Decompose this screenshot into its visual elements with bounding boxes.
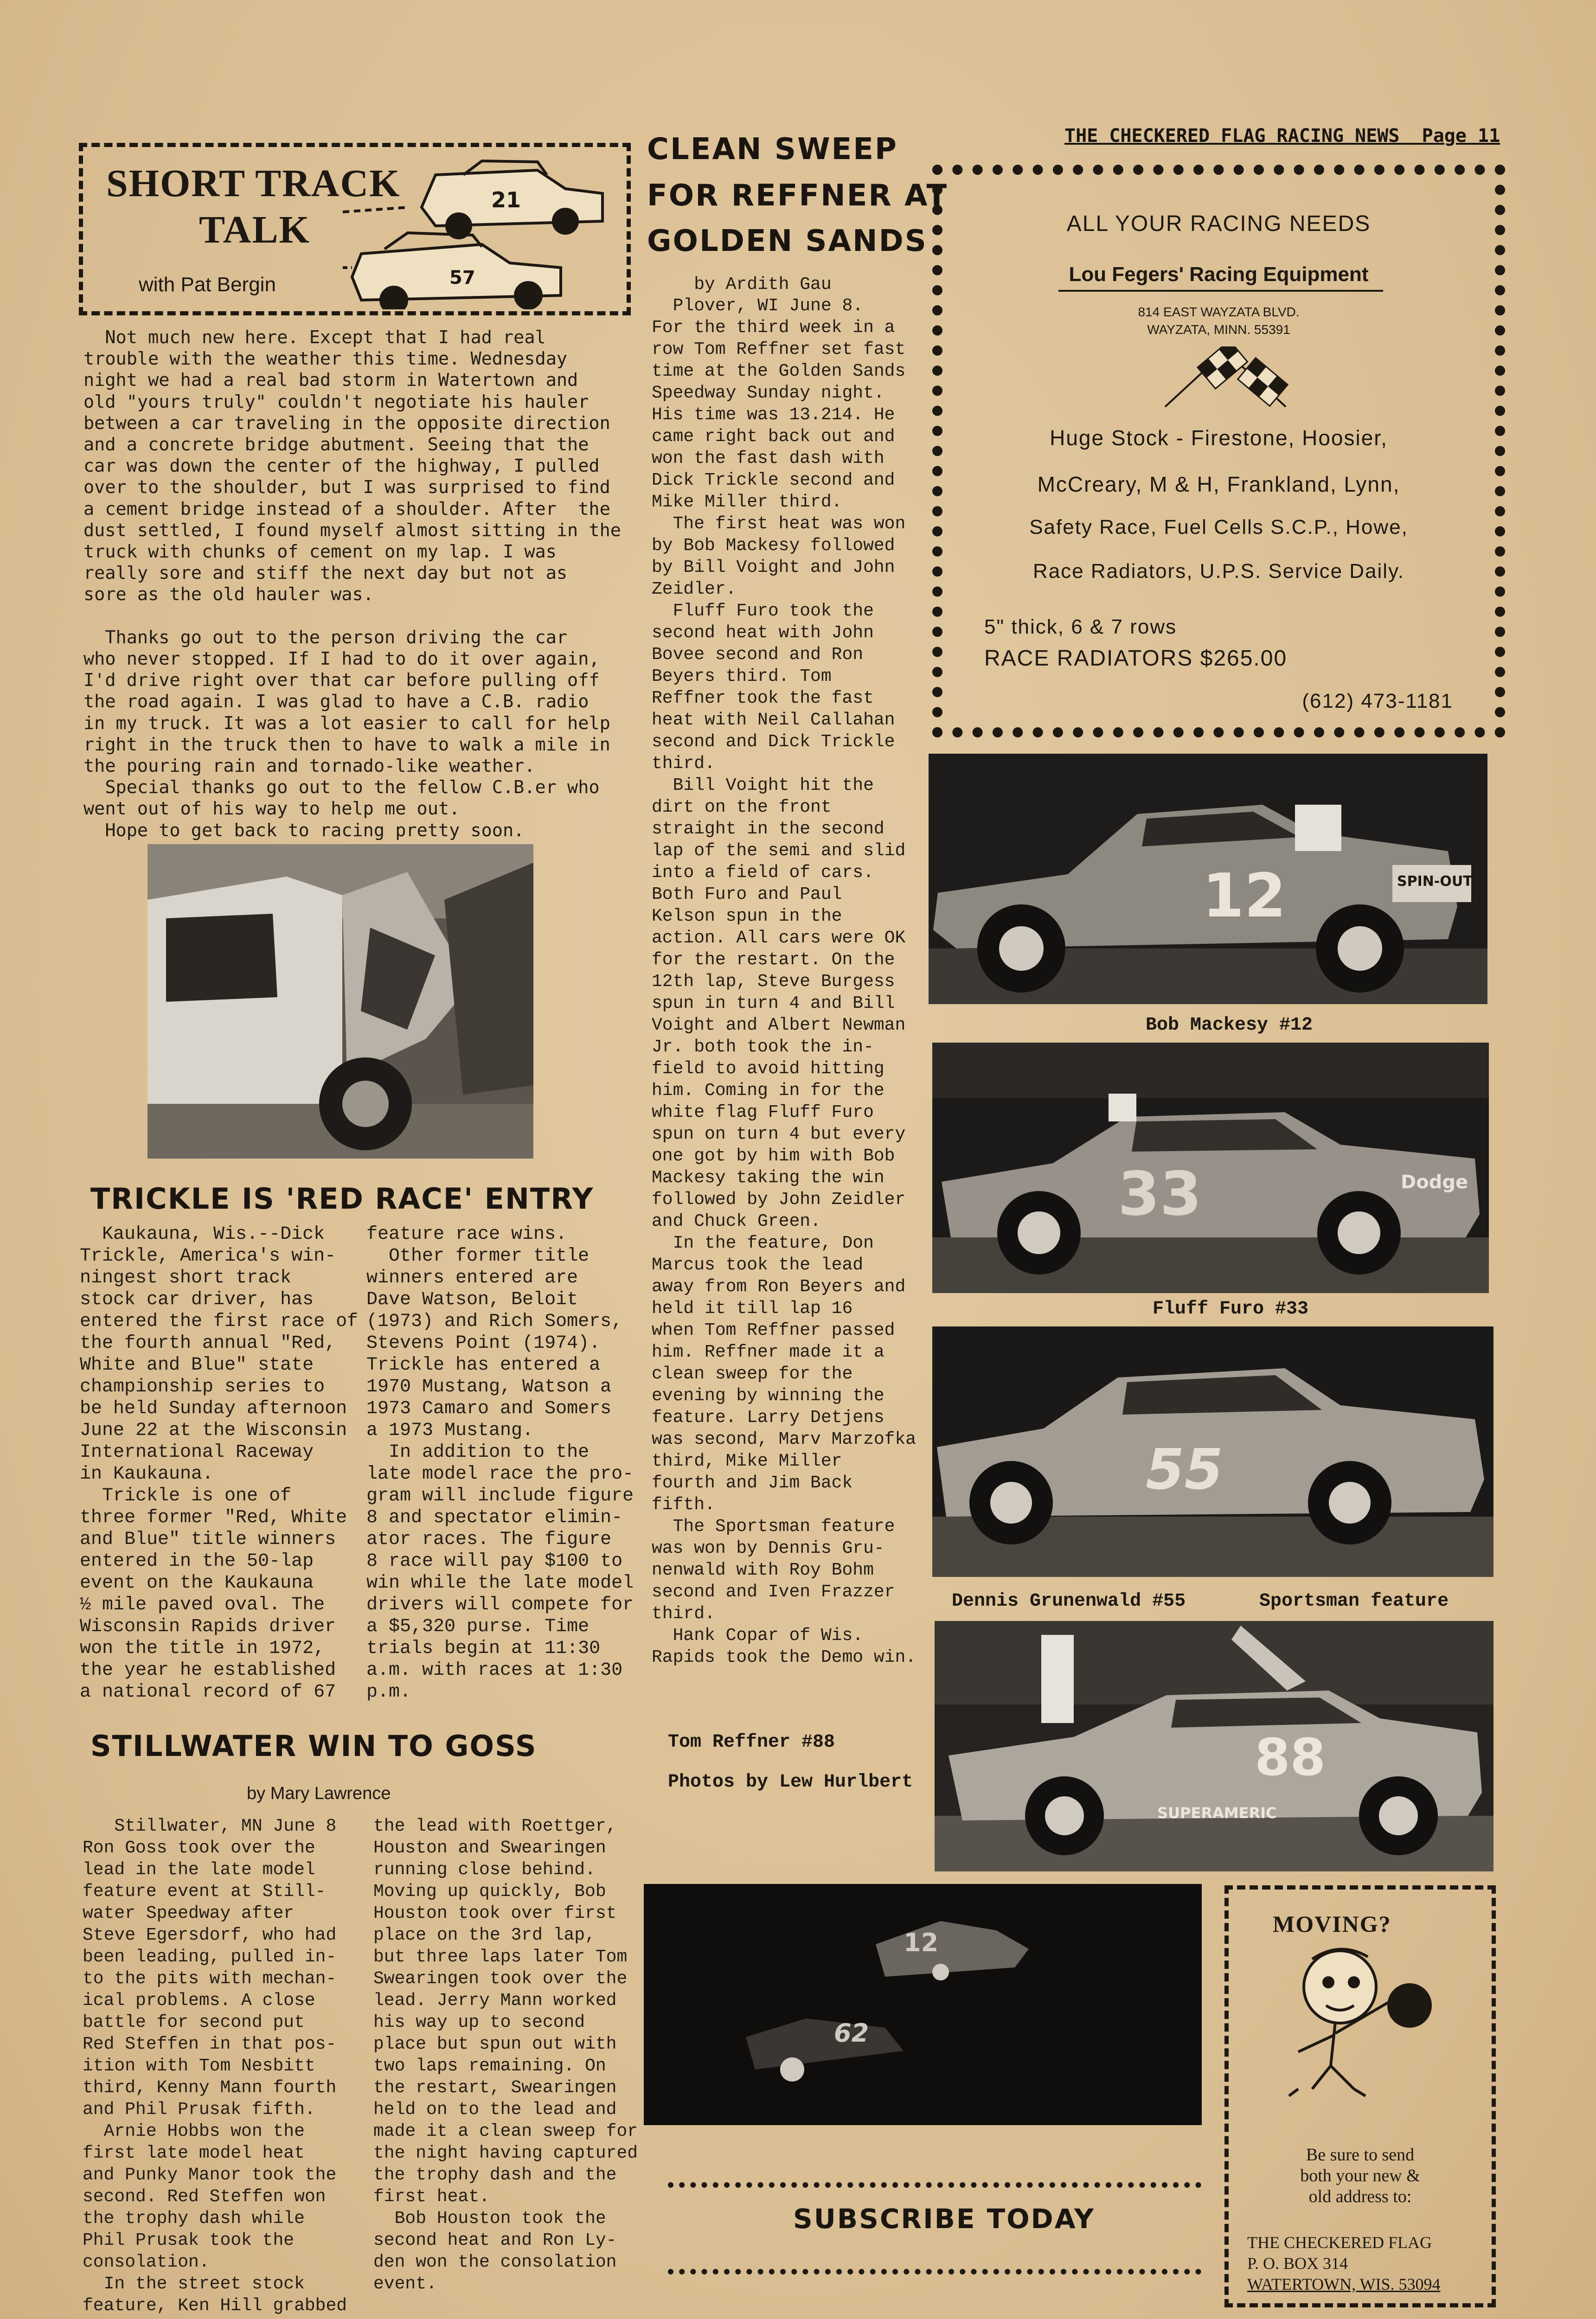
ad-stock-line2: McCreary, M & H, Frankland, Lynn, [1037, 472, 1400, 496]
clean-sweep-headline-line3: GOLDEN SANDS [647, 224, 928, 258]
night-car-number-12: 12 [904, 1928, 939, 1957]
clean-sweep-headline-line1: CLEAN SWEEP [647, 132, 898, 167]
car-33-photo [932, 1043, 1489, 1293]
short-track-header-box [79, 143, 631, 315]
ad-company-name: Lou Fegers' Racing Equipment [1069, 263, 1369, 286]
illustration-car-number-21: 21 [491, 187, 521, 212]
subscribe-rule-bottom [668, 2269, 1201, 2274]
trickle-headline: TRICKLE IS 'RED RACE' ENTRY [90, 1182, 594, 1216]
checkered-flags-icon [1156, 346, 1295, 411]
ad-stock-line1: Huge Stock - Firestone, Hoosier, [1050, 426, 1388, 450]
clean-sweep-body: Plover, WI June 8. For the third week in a row Tom Reffner set fast time at the Golden Sands Speedway Sunday night. His time was 13.214. He came right back out and won the fast dash with Dick Trickle second and Mike Miller third. The first heat was won by Bob Mackesy followed by Bill Voight and John Zeidler. Fluff Furo took the second heat with John Bovee second and Ron Beyers third. Tom Reffner took the fast heat with Neil Callahan second and Dick Trickle third. Bill Voight hit the dirt on the front straight in the second lap of the semi and slid into a field of cars. Both Furo and Paul Kelson spun in the action. All cars were OK for the restart. On the 12th lap, Steve Burgess spun in turn 4 and Bill Voight and Albert Newman Jr. both took the in- field to avoid hitting him. Coming in for the white flag Fluff Furo spun on turn 4 but every one got by him with Bob Mackesy taking the win followed by John Zeidler and Chuck Green. In the feature, Don Marcus took the lead away from Ron Beyers and held it till lap 16 when Tom Reffner passed him. Reffner made it a clean sweep for the evening by winning the feature. Larry Detjens was second, Marv Marzofka third, Mike Miller fourth and Jim Back fifth. The Sportsman feature was won by Dennis Gru- nenwald with Roy Bohm second and Iven Frazzer third. Hank Copar of Wis. Rapids took the Demo win. [652, 296, 917, 1667]
car-55-caption: Dennis Grunenwald #55 [952, 1591, 1186, 1612]
photo-credit: Photos by Lew Hurlbert [668, 1772, 913, 1793]
column-title-line1: SHORT TRACK [106, 162, 401, 205]
stillwater-byline: by Mary Lawrence [247, 1784, 391, 1803]
stillwater-headline: STILLWATER WIN TO GOSS [90, 1729, 537, 1763]
stillwater-column-2: the lead with Roettger, Houston and Swearingen running close behind. Moving up quickly, Bob Houston took over first place on the 3rd lap, but three laps later Tom Swearingen took over the lead. Jerry Mann worked his way up to second place but spun out with two laps remaining. On the restart, Swearingen held on to the lead and made it a clean sweep for the night having captured the trophy dash and the first heat. Bob Houston took the second heat and Ron Ly- den won the consolation event. [373, 1816, 638, 2294]
racing-equipment-ad [932, 165, 1505, 737]
car-55-photo [932, 1326, 1493, 1577]
car-12-sponsor: SPIN-OUT [1397, 873, 1473, 890]
clean-sweep-headline-line2: FOR REFFNER AT [647, 179, 949, 213]
column-title-line2: TALK [199, 208, 310, 251]
ad-stock-line4: Race Radiators, U.P.S. Service Daily. [1032, 560, 1405, 583]
subscribe-rule-top [668, 2182, 1201, 2188]
car-88-number: 88 [1255, 1728, 1326, 1787]
illustration-car-number-57: 57 [449, 267, 475, 288]
column-byline: with Pat Bergin [139, 273, 276, 296]
moving-address-line1: THE CHECKERED FLAG [1247, 2233, 1432, 2252]
wrecked-truck-photo [147, 844, 533, 1159]
car-33-caption: Fluff Furo #33 [1153, 1299, 1309, 1320]
car-88-caption: Tom Reffner #88 [668, 1732, 835, 1753]
clean-sweep-byline: by Ardith Gau [652, 275, 832, 295]
subscribe-link[interactable]: SUBSCRIBE TODAY [793, 2203, 1096, 2235]
sportsman-feature-caption: Sportsman feature [1259, 1591, 1449, 1612]
ad-address-line2: WAYZATA, MINN. 55391 [1147, 322, 1290, 337]
ad-address-line1: 814 EAST WAYZATA BLVD. [1138, 305, 1300, 319]
car-33-number: 33 [1118, 1159, 1202, 1229]
trickle-column-2: feature race wins. Other former title winners entered are Dave Watson, Beloit (1973) and Rich Somers, Stevens Point (1974). Trickle has entered a 1970 Mustang, Watson a 1973 Camaro and Somers a 1973 Mustang. In addition to the late model race the pro- gram will include figure 8 and spectator elimin- ator races. The figure 8 race will pay $100 to win while the late model drivers will compete for a $5,320 purse. Time trials begin at 11:30 a.m. with races at 1:30 p.m. [366, 1224, 634, 1703]
car-12-caption: Bob Mackesy #12 [1146, 1015, 1313, 1036]
race-cars-illustration [343, 156, 626, 309]
moving-address-line3: WATERTOWN, WIS. 53094 [1247, 2275, 1441, 2293]
car-12-number: 12 [1202, 860, 1286, 931]
moving-address-line2: P. O. BOX 314 [1247, 2254, 1348, 2273]
ad-radiator-price: RACE RADIATORS $265.00 [984, 646, 1288, 671]
car-12-photo [929, 754, 1487, 1004]
ad-radiator-spec: 5" thick, 6 & 7 rows [984, 615, 1177, 638]
moving-notice-box [1224, 1885, 1496, 2307]
moving-instruction-line2: both your new & [1300, 2166, 1420, 2185]
moving-title: MOVING? [1273, 1911, 1391, 1937]
car-33-badge: Dodge [1401, 1172, 1468, 1193]
night-race-photo [644, 1884, 1202, 2125]
short-track-body: Not much new here. Except that I had real trouble with the weather this time. Wednesday night we had a real bad storm in Watertown and old "yours truly" couldn't negotiate his hauler between a car traveling in the opposite direction and a concrete bridge abutment. Seeing that the car was down the center of the highway, I pulled over to the shoulder, but I was surprised to find a cement bridge instead of a shoulder. After the dust settled, I found myself almost sitting in the truck with chunks of cement on my lap. I was really sore and stiff the next day but not as sore as the old hauler was. Thanks go out to the person driving the car who never stopped. If I had to do it over again, I'd drive right over that car before pulling off the road again. I was glad to have a C.B. radio in my truck. It was a lot easier to call for help right in the truck then to have to walk a mile in the pouring rain and tornado-like weather. Special thanks go out to the fellow C.B.er who went out of his way to help me out. Hope to get back to racing pretty soon. [83, 327, 621, 841]
car-88-sponsor: SUPERAMERIC [1157, 1804, 1277, 1822]
mover-character-illustration [1261, 1936, 1447, 2103]
trickle-column-1: Kaukauna, Wis.--Dick Trickle, America's win- ningest short track stock car driver, has entered the first race of the fourth annual "Red, White and Blue" state championship series to be held Sunday afternoon June 22 at the Wisconsin International Raceway in Kaukauna. Trickle is one of three former "Red, White and Blue" title winners entered in the 50-lap event on the Kaukauna ½ mile paved oval. The Wisconsin Rapids driver won the title in 1972, the year he established a national record of 67 [80, 1224, 359, 1703]
moving-instruction-line3: old address to: [1308, 2187, 1412, 2206]
night-car-number-62: 62 [834, 2018, 869, 2048]
ad-stock-line3: Safety Race, Fuel Cells S.C.P., Howe, [1029, 516, 1408, 538]
car-55-number: 55 [1146, 1438, 1223, 1502]
running-head: THE CHECKERED FLAG RACING NEWS Page 11 [1064, 125, 1500, 147]
ad-phone: (612) 473-1181 [1302, 690, 1453, 712]
moving-instruction-line1: Be sure to send [1306, 2145, 1415, 2165]
ad-tagline: ALL YOUR RACING NEEDS [1066, 211, 1371, 236]
ad-company-underline [1058, 290, 1383, 292]
car-88-photo [935, 1621, 1493, 1871]
stillwater-column-1: Stillwater, MN June 8 Ron Goss took over the lead in the late model feature event at Still- water Speedway after Steve Egersdorf, who had been leading, pulled in- to the pits with mechan- ical problems. A close battle for second put Red Steffen in that pos- ition with Tom Nesbitt third, Kenny Mann fourth and Phil Prusak fifth. Arnie Hobbs won the first late model heat and Punky Manor took the second. Red Steffen won the trophy dash while Phil Prusak took the consolation. In the street stock feature, Ken Hill grabbed [83, 1816, 347, 2316]
